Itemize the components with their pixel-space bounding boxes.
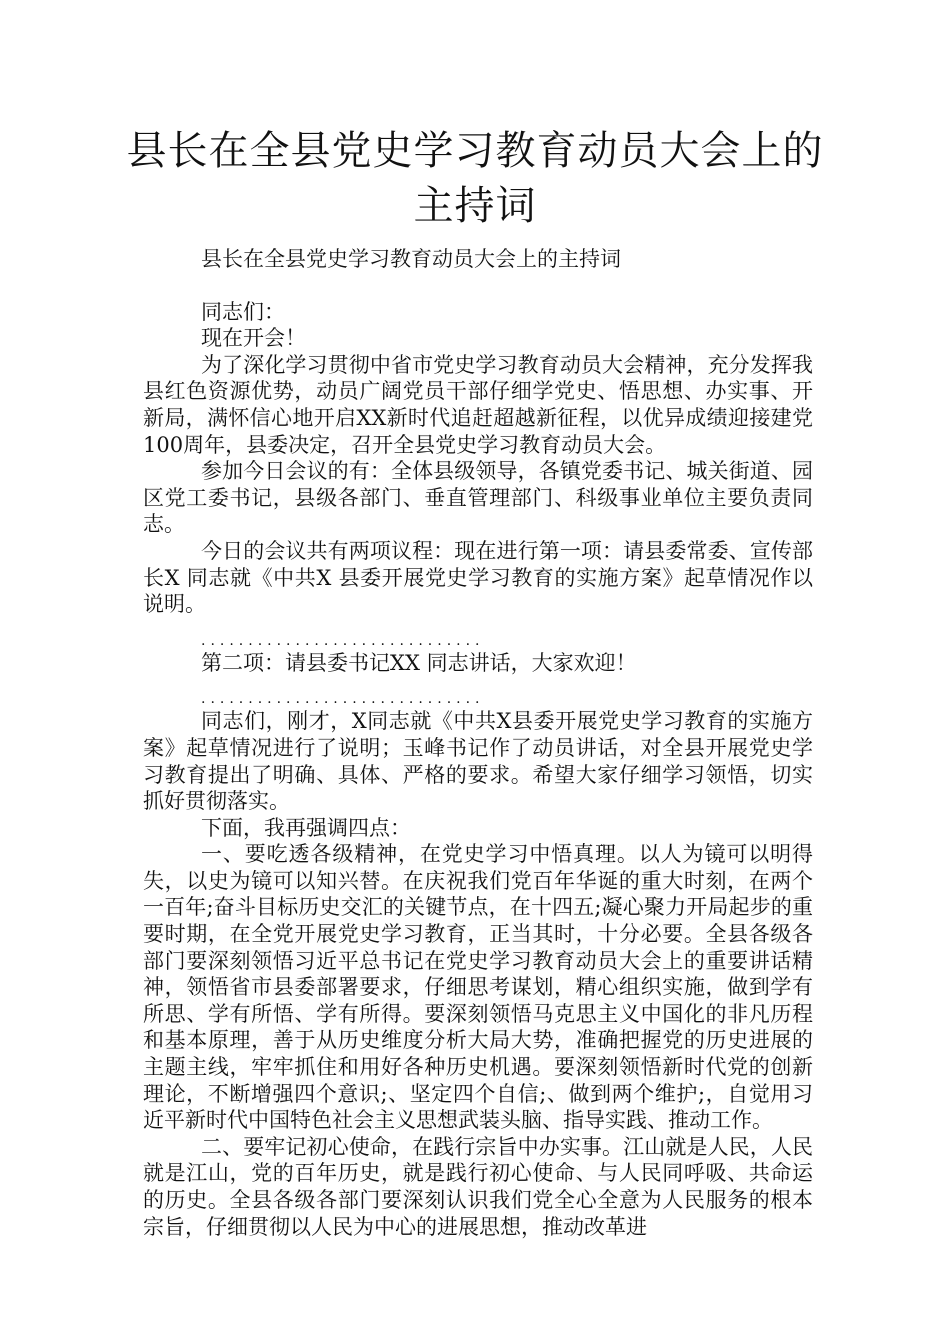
agenda-item-two: 第二项：请县委书记XX 同志讲话，大家欢迎！ (201, 650, 637, 675)
dotted-separator: .............................. (201, 691, 485, 708)
paragraph: 下面，我再强调四点： (201, 815, 411, 840)
opening-line: 现在开会！ (201, 326, 306, 351)
paragraph: 为了深化学习贯彻中省市党史学习教育动员大会精神，充分发挥我县红色资源优势，动员广阔党员干部仔细学党史、悟思想、办实事、开新局，满怀信心地开启XX新时代追赶超越新征程，以优异成绩迎接建党100周年，县委决定，召开全县党史学习教育动员大会。 (143, 352, 813, 457)
document-subtitle: 县长在全县党史学习教育动员大会上的主持词 (201, 247, 621, 271)
salutation: 同志们： (201, 299, 285, 324)
document-body (143, 246, 813, 1240)
paragraph: 同志们，刚才，X同志就《中共X县委开展党史学习教育的实施方案》起草情况进行了说明；玉峰书记作了动员讲话，对全县开展党史学习教育提出了明确、具体、严格的要求。希望大家仔细学习领悟，切实抓好贯彻落实。 (143, 709, 813, 814)
dotted-separator: .............................. (201, 632, 485, 649)
paragraph: 二、要牢记初心使命，在践行宗旨中办实事。江山就是人民，人民就是江山，党的百年历史，就是践行初心使命、与人民同呼吸、共命运的历史。全县各级各部门要深刻认识我们党全心全意为人民服务的根本宗旨，仔细贯彻以人民为中心的进展思想，推动改革进 (143, 1134, 813, 1239)
paragraph: 参加今日会议的有：全体县级领导，各镇党委书记、城关街道、园区党工委书记，县级各部门、垂直管理部门、科级事业单位主要负责同志。 (143, 459, 813, 537)
paragraph: 一、要吃透各级精神，在党史学习中悟真理。以人为镜可以明得失，以史为镜可以知兴替。在庆祝我们党百年华诞的重大时刻，在两个一百年;奋斗目标历史交汇的关键节点，在十四五;凝心聚力开局起步的重要时期，在全党开展党史学习教育，正当其时，十分必要。全县各级各部门要深刻领悟习近平总书记在党史学习教育动员大会上的重要讲话精神，领悟省市县委部署要求，仔细思考谋划，精心组织实施，做到学有所思、学有所悟、学有所得。要深刻领悟马克思主义中国化的非凡历程和基本原理，善于从历史维度分析大局大势，准确把握党的历史进展的主题主线，牢牢抓住和用好各种历史机遇。要深刻领悟新时代党的创新理论，不断增强四个意识;、坚定四个自信;、做到两个维护;，自觉用习近平新时代中国特色社会主义思想武装头脑、指导实践、推动工作。 (143, 842, 813, 1133)
document-title: 县长在全县党史学习教育动员大会上的主持词 (126, 128, 824, 229)
paragraph: 今日的会议共有两项议程：现在进行第一项：请县委常委、宣传部长X 同志就《中共X 县委开展党史学习教育的实施方案》起草情况作以说明。 (143, 538, 813, 617)
